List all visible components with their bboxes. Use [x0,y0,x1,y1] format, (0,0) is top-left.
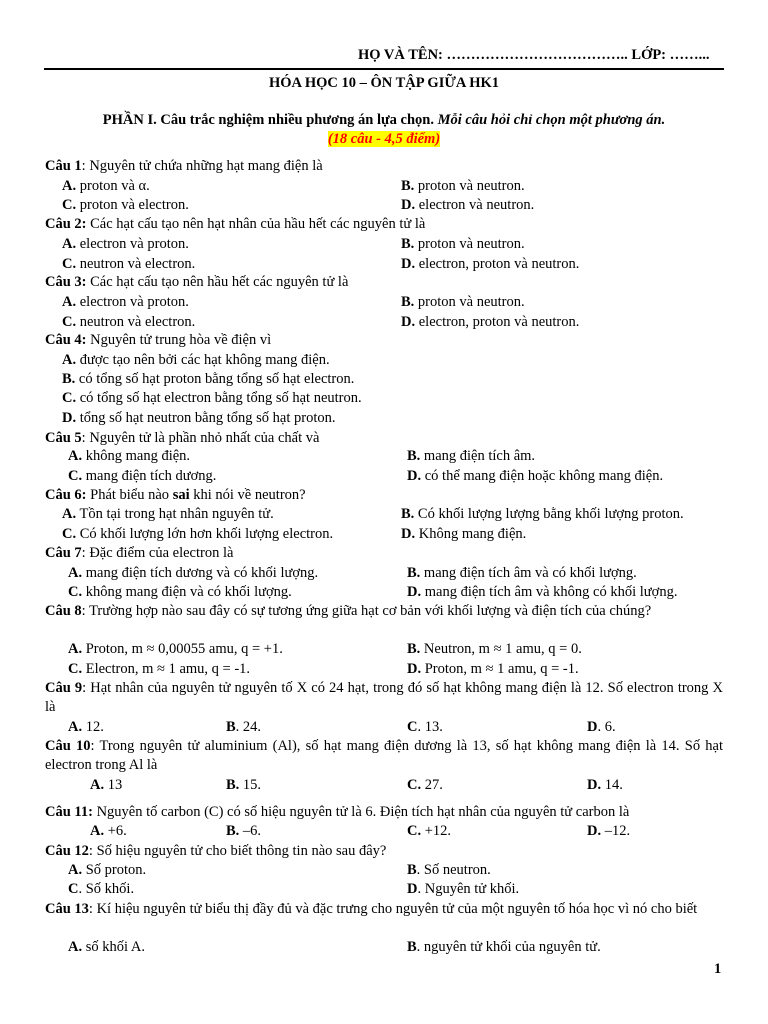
question-9: Câu 9: Hạt nhân của nguyên tử nguyên tố X có 24 hạt, trong đó số hạt không mang điện là 12. Số electron trong X là [45,680,723,715]
option-9c: C. 13. [407,719,443,735]
option-1a: A. proton và α. [62,178,150,194]
part-note: Mỗi câu hỏi chỉ chọn một phương án. [437,112,666,128]
part-points-line [0,130,768,149]
question-7: Câu 7: Đặc điểm của electron là [45,545,234,561]
option-8a: A. Proton, m ≈ 0,00055 amu, q = +1. [68,641,283,657]
page-number: 1 [714,961,722,977]
option-10c: C. 27. [407,777,443,793]
option-9b: B. 24. [226,719,262,735]
name-class-line: HỌ VÀ TÊN: ……………………………….. LỚP: ……... [358,47,710,63]
part-heading [0,111,768,130]
question-10: Câu 10: Trong nguyên tử aluminium (Al), số hạt mang điện dương là 13, số hạt không mang điện là 14. Số hạt electron trong Al là [45,738,723,773]
option-8b: B. Neutron, m ≈ 1 amu, q = 0. [407,641,582,657]
option-8c: C. Electron, m ≈ 1 amu, q = -1. [68,661,251,677]
question-5: Câu 5: Nguyên tử là phần nhỏ nhất của chất và [45,430,320,446]
document-title: HÓA HỌC 10 – ÔN TẬP GIỮA HK1 [268,75,499,91]
option-11d: D. –12. [587,823,631,839]
option-10d: D. 14. [587,777,623,793]
question-6: Câu 6: Phát biểu nào sai khi nói về neutron? [45,487,306,503]
option-3a: A. electron và proton. [62,294,189,310]
option-6a: A. Tồn tại trong hạt nhân nguyên tử. [62,506,274,522]
option-2d: D. electron, proton và neutron. [401,256,580,272]
question-11: Câu 11: Nguyên tố carbon (C) có số hiệu nguyên tử là 6. Điện tích hạt nhân của nguyên tử carbon là [45,804,630,820]
option-4c: C. có tổng số hạt electron bằng tổng số hạt neutron. [62,390,362,406]
option-4d: D. tổng số hạt neutron bằng tổng số hạt proton. [62,410,336,426]
option-11a: A. +6. [90,823,127,839]
part-label: PHẦN I. Câu trắc nghiệm nhiều phương án lựa chọn. [102,112,434,128]
option-13a: A. số khối A. [68,939,145,955]
option-2c: C. neutron và electron. [62,256,196,272]
option-5b: B. mang điện tích âm. [407,448,536,464]
option-12d: D. Nguyên tử khối. [407,881,520,897]
option-6c: C. Có khối lượng lớn hơn khối lượng electron. [62,526,334,542]
option-11b: B. –6. [226,823,262,839]
option-3d: D. electron, proton và neutron. [401,314,580,330]
part-points: (18 câu - 4,5 điểm) [327,131,441,147]
option-3c: C. neutron và electron. [62,314,196,330]
option-6b: B. Có khối lượng lượng bằng khối lượng proton. [401,506,684,522]
question-13: Câu 13: Kí hiệu nguyên tử biểu thị đầy đủ và đặc trưng cho nguyên tử của một nguyên tố hóa học vì nó cho biết [45,901,698,917]
option-10a: A. 13 [90,777,123,793]
option-9a: A. 12. [68,719,104,735]
option-4b: B. có tổng số hạt proton bằng tổng số hạt electron. [62,371,355,387]
option-5d: D. có thể mang điện hoặc không mang điện. [407,468,664,484]
option-1c: C. proton và electron. [62,197,189,213]
option-11c: C. +12. [407,823,452,839]
option-3b: B. proton và neutron. [401,294,525,310]
option-12a: A. Số proton. [68,862,147,878]
option-7b: B. mang điện tích âm và có khối lượng. [407,565,637,581]
option-4a: A. được tạo nên bởi các hạt không mang điện. [62,352,330,368]
question-3: Câu 3: Các hạt cấu tạo nên hầu hết các nguyên tử là [45,274,349,290]
option-7c: C. không mang điện và có khối lượng. [68,584,292,600]
question-4: Câu 4: Nguyên tử trung hòa về điện vì [45,332,272,348]
header-rule [44,68,724,70]
option-7a: A. mang điện tích dương và có khối lượng. [68,565,319,581]
option-12c: C. Số khối. [68,881,135,897]
question-1: Câu 1: Nguyên tử chứa những hạt mang điện là [45,158,323,174]
option-12b: B. Số neutron. [407,862,491,878]
option-8d: D. Proton, m ≈ 1 amu, q = -1. [407,661,579,677]
question-12: Câu 12: Số hiệu nguyên tử cho biết thông tin nào sau đây? [45,843,387,859]
option-9d: D. 6. [587,719,616,735]
option-5c: C. mang điện tích dương. [68,468,217,484]
question-2: Câu 2: Các hạt cấu tạo nên hạt nhân của hầu hết các nguyên tử là [45,216,426,232]
option-10b: B. 15. [226,777,262,793]
question-8: Câu 8: Trường hợp nào sau đây có sự tương ứng giữa hạt cơ bản với khối lượng và điện tích của chúng? [45,603,652,619]
option-2a: A. electron và proton. [62,236,189,252]
option-7d: D. mang điện tích âm và không có khối lượng. [407,584,678,600]
option-2b: B. proton và neutron. [401,236,525,252]
option-13b: B. nguyên tử khối của nguyên tử. [407,939,601,955]
option-6d: D. Không mang điện. [401,526,527,542]
option-1d: D. electron và neutron. [401,197,535,213]
option-5a: A. không mang điện. [68,448,191,464]
option-1b: B. proton và neutron. [401,178,525,194]
